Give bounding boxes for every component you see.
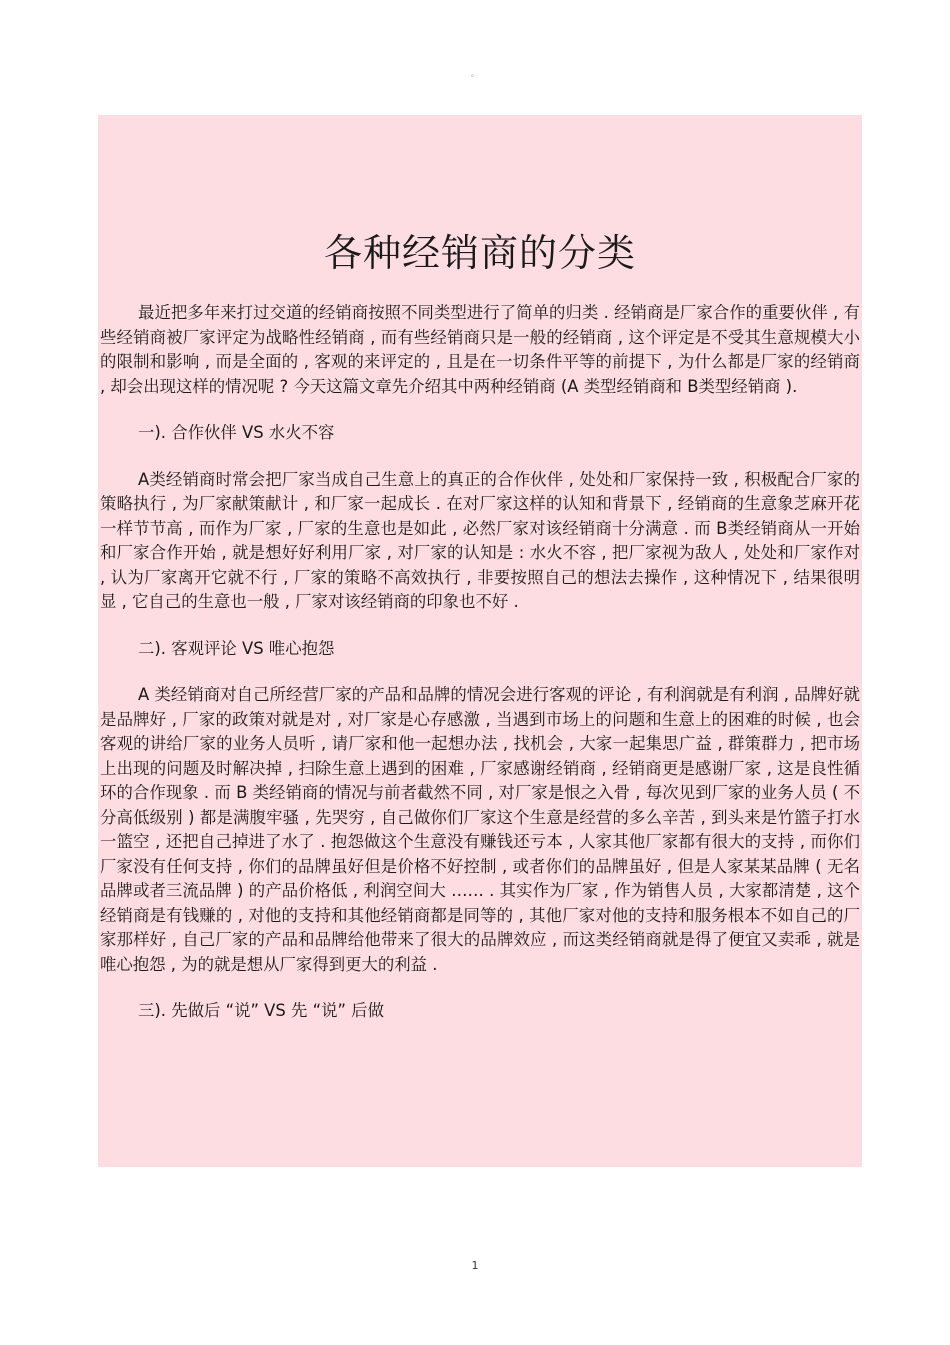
section-heading-3: 三). 先做后 “说” VS 先 “说” 后做 xyxy=(138,1001,384,1020)
section-body-1: A类经销商时常会把厂家当成自己生意上的真正的合作伙伴 , 处处和厂家保持一致 , 积极配合厂家的策略执行 , 为厂家献策献计 , 和厂家一起成长 . 在对厂家这样的认知和背景下 , 经销商的生意象芝麻开花一样节节高 , 而作为厂家 , 厂家的生意也是如此 , 必然厂家对该经销商十分满意 . 而 B类经销商从一开始和厂家合作开始 , 就是想好好利用厂家 , 对厂家的认知是 : 水火不容 , 把厂家视为敌人 , 处处和厂家作对 , 认为厂家离开它就不行 , 厂家的策略不高效执行 , 非要按照自己的想法去操作 , 这种情况下 , 结果很明显 , 它自己的生意也一般 , 厂家对该经销商的印象也不好 . xyxy=(100,469,860,611)
article xyxy=(100,115,860,1024)
section-body-2: A 类经销商对自己所经营厂家的产品和品牌的情况会进行客观的评论 , 有利润就是有利润 , 品牌好就是品牌好 , 厂家的政策对就是对 , 对厂家是心存感激 , 当遇到市场上的问题和生意上的困难的时候 , 也会客观的讲给厂家的业务人员听 , 请厂家和他一起想办法 , 找机会 , 大家一起集思广益 , 群策群力 , 把市场上出现的问题及时解决掉 , 扫除生意上遇到的困难 , 厂家感谢经销商 , 经销商更是感谢厂家 , 这是良性循环的合作现象 . 而 B 类经销商的情况与前者截然不同 , 对厂家是恨之入骨 , 每次见到厂家的业务人员 ( 不分高低级别 ) 都是满腹牢骚 , 先哭穷 , 自己做你们厂家这个生意是经营的多么辛苦 , 到头来是竹篮子打水一篮空 , 还把自己掉进了水了 . 抱怨做这个生意没有赚钱还亏本 , 人家其他厂家都有很大的支持 , 而你们厂家没有任何支持 , 你们的品牌虽好但是价格不好控制 , 或者你们的品牌虽好 , 但是人家某某品牌 ( 无名品牌或者三流品牌 ) 的产品价格低 , 利润空间大 …… . 其实作为厂家 , 作为销售人员 , 大家都清楚 , 这个经销商是有钱赚的 , 对他的支持和其他经销商都是同等的 , 其他厂家对他的支持和服务根本不如自己的厂家那样好 , 自己厂家的产品和品牌给他带来了很大的品牌效应 , 而这类经销商就是得了便宜又卖乖 , 就是唯心抱怨 , 为的就是想从厂家得到更大的利益 . xyxy=(100,685,860,974)
header-mark: 。 xyxy=(471,69,479,78)
page-title: 各种经销商的分类 xyxy=(323,231,636,275)
page-number: 1 xyxy=(471,1259,479,1272)
section-heading-1: 一). 合作伙伴 VS 水火不容 xyxy=(138,423,335,442)
intro-paragraph: 最近把多年来打过交道的经销商按照不同类型进行了简单的归类 . 经销商是厂家合作的重要伙伴 , 有些经销商被厂家评定为战略性经销商 , 而有些经销商只是一般的经销商 , 这个评定是不受其生意规模大小的限制和影响 , 而是全面的 , 客观的来评定的 , 且是在一切条件平等的前提下 , 为什么都是厂家的经销商 , 却会出现这样的情况呢 ? 今天这篇文章先介绍其中两种经销商 (A 类型经销商和 B类型经销商 ). xyxy=(100,303,860,396)
section-heading-2: 二). 客观评论 VS 唯心抱怨 xyxy=(138,638,335,658)
